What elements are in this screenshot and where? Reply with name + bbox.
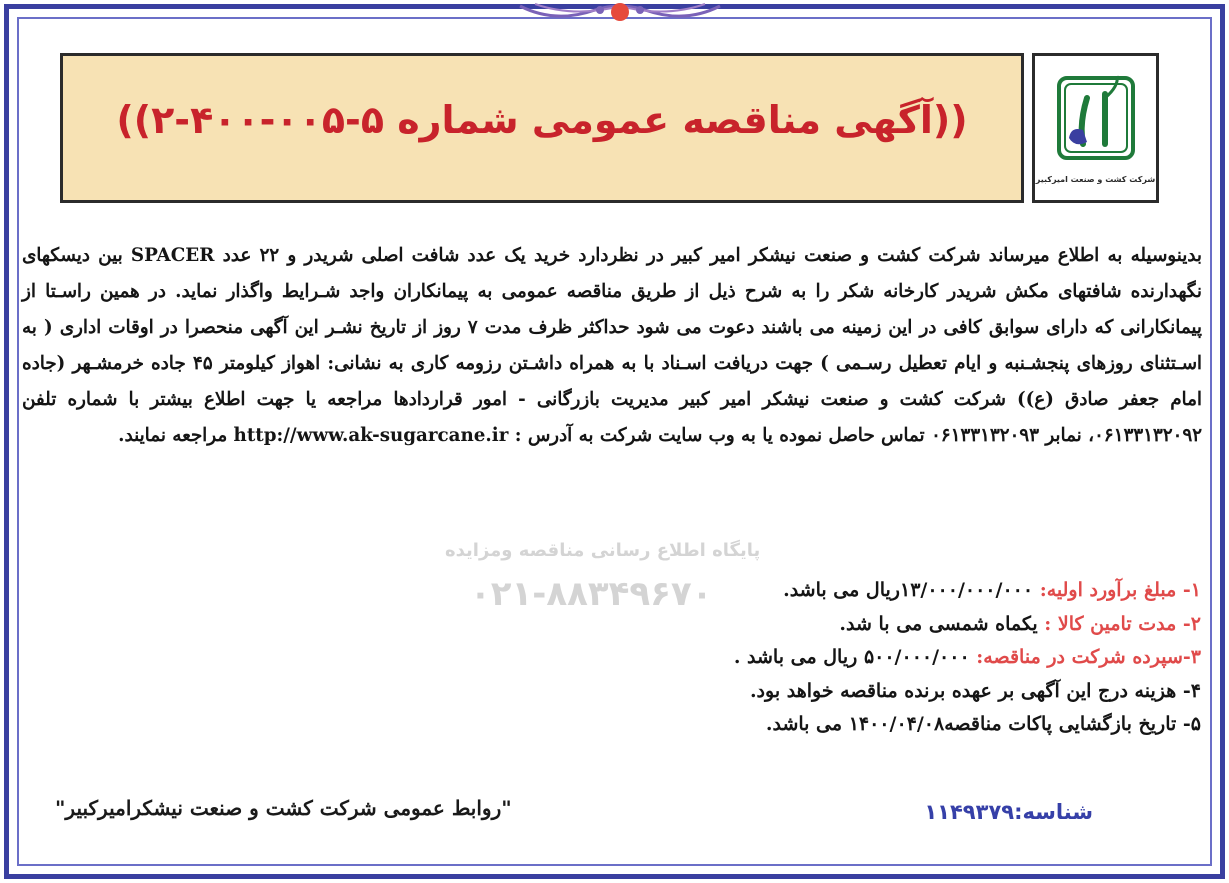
watermark-phone: ۰۲۱-۸۸۳۴۹۶۷۰ [470, 574, 713, 614]
announcement-body [22, 238, 1202, 454]
website-link[interactable]: http://www.ak-sugarcane.ir [233, 425, 509, 446]
item-text: ۵- تاریخ بازگشایی پاکات مناقصه۱۴۰۰/۰۴/۰۸ می باشد. [765, 713, 1201, 735]
signature: "روابط عمومی شرکت کشت و صنعت نیشکرامیرکبیر" [55, 796, 512, 820]
item-label: ۱- مبلغ برآورد اولیه: [1039, 579, 1201, 601]
body-paragraph-end: مراجعه نمایند. [118, 425, 228, 446]
item-text: یکماه شمسی می با شد. [839, 612, 1045, 635]
list-item [301, 641, 1201, 675]
ad-id: شناسه:۱۱۴۹۳۷۹ [924, 800, 1093, 824]
sugarcane-logo-icon [1035, 64, 1156, 174]
list-item [301, 675, 1201, 709]
body-paragraph: بدینوسیله به اطلاع میرساند شرکت کشت و صنعت نیشکر امیر کبیر در نظردارد خرید یک عدد شافت اصلی شریدر و ۲۲ عدد SPACER بین دیسکهای نگهدارنده شافتهای مکش شریدر کارخانه شکر را به شرح ذیل از طریق مناقصه عمومی به پیمانکاران واجد شـرایط واگذار نماید. در همین راسـتا از پیمانکارانی که دارای سوابق کافی در این زمینه می باشند دعوت می شود حداکثر ظرف مدت ۷ روز از تاریخ نشـر این آگهی منحصرا در اوقات اداری ( به اسـتثنای روزهای پنجشـنبه و ایام تعطیل رسـمی ) جهت دریافت اسـناد با به همراه داشـتن رزومه کاری به نشانی: اهواز کیلومتر ۴۵ جاده خرمشـهر (جاده امام جعفر صادق (ع)) شرکت کشت و صنعت نیشکر امیر کبیر مدیریت بازرگانی - امور قراردادها مراجعه یا جهت اطلاع بیشتر با شماره تلفن ۰۶۱۳۳۱۳۲۰۹۲، نمابر ۰۶۱۳۳۱۳۲۰۹۳ تماس حاصل نموده یا به وب سایت شرکت به آدرس : [22, 245, 1202, 446]
item-text: ۴- هزینه درج این آگهی بر عهده برنده مناقصه خواهد بود. [749, 679, 1201, 702]
company-logo [1032, 53, 1159, 203]
item-text: ۱۳/۰۰۰/۰۰۰/۰۰۰ریال می باشد. [783, 579, 1040, 601]
title-banner [60, 53, 1024, 203]
page-title: ((آگهی مناقصه عمومی شماره ۵-۰۰۵-۴۰۰-۲)) [116, 98, 968, 142]
list-item [301, 574, 1201, 608]
list-item [301, 608, 1201, 642]
ornament-icon [515, 0, 725, 28]
item-text: ۵۰۰/۰۰۰/۰۰۰ ریال می باشد . [733, 646, 977, 668]
list-item [301, 708, 1201, 742]
item-label: ۲- مدت تامین کالا : [1044, 612, 1201, 635]
watermark-text: پایگاه اطلاع رسانی مناقصه ومزایده [445, 540, 761, 561]
logo-caption: شرکت کشت و صنعت امیرکبیر [1035, 175, 1156, 184]
item-label: ۳-سپرده شرکت در مناقصه: [976, 646, 1201, 668]
conditions-list [301, 574, 1201, 742]
